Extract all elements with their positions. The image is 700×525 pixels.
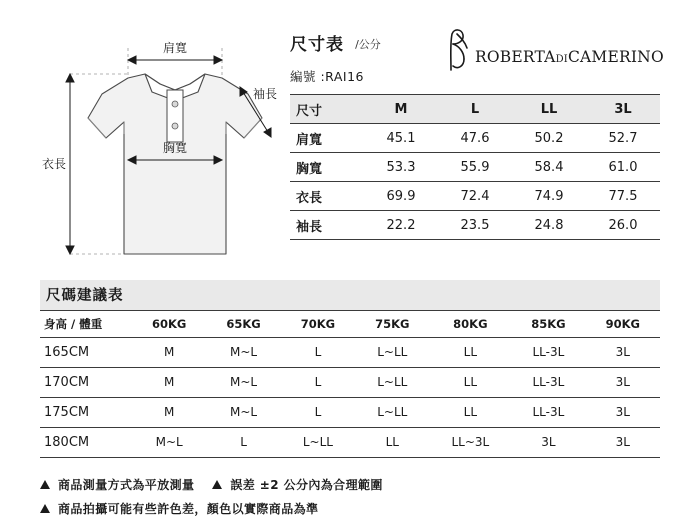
measure-row-label: 肩寬: [290, 124, 364, 153]
table-row: [290, 153, 660, 182]
rec-col-0: 身高 / 體重: [40, 311, 132, 337]
rec-col-1: 60KG: [132, 311, 206, 337]
rec-cell: LL~3L: [430, 427, 512, 457]
callout-chest: 胸寬: [162, 141, 188, 155]
measure-row-label: 袖長: [290, 211, 364, 240]
measure-col-1: M: [364, 95, 438, 124]
size-chart-title: 尺寸表: [290, 35, 344, 55]
rec-cell: L: [281, 367, 355, 397]
triangle-bullet-icon: [40, 504, 50, 513]
rec-cell: LL: [430, 367, 512, 397]
measure-cell: 61.0: [586, 153, 660, 182]
rec-cell: 3L: [586, 337, 660, 367]
rec-cell: LL-3L: [511, 397, 585, 427]
note-text: 商品測量方式為平放測量: [58, 477, 195, 492]
table-header-row: [40, 311, 660, 337]
garment-illustration: [40, 26, 290, 266]
rec-cell: L: [281, 397, 355, 427]
table-row: [290, 211, 660, 240]
recommendation-title: 尺碼建議表: [40, 280, 660, 311]
measure-col-2: L: [438, 95, 512, 124]
rec-cell: 3L: [586, 367, 660, 397]
table-row: [40, 427, 660, 457]
rec-cell: LL: [430, 337, 512, 367]
note-line: [40, 496, 660, 520]
measure-cell: 58.4: [512, 153, 586, 182]
measure-cell: 24.8: [512, 211, 586, 240]
callout-sleeve: 袖長: [253, 87, 278, 101]
measure-row-label: 胸寬: [290, 153, 364, 182]
triangle-bullet-icon: [212, 480, 222, 489]
table-row: [40, 337, 660, 367]
rec-cell: M~L: [206, 367, 280, 397]
measure-cell: 72.4: [438, 182, 512, 211]
measure-cell: 55.9: [438, 153, 512, 182]
callout-shoulder: 肩寬: [162, 41, 188, 55]
note-text: 誤差 ±2 公分內為合理範圍: [230, 477, 383, 492]
rec-cell: 3L: [511, 427, 585, 457]
rec-cell: L: [206, 427, 280, 457]
rec-cell: L~LL: [355, 337, 429, 367]
brand-name-small: DI: [555, 54, 568, 65]
rec-row-label: 180CM: [40, 427, 132, 457]
recommendation-table: [40, 311, 660, 458]
rec-cell: LL: [355, 427, 429, 457]
rec-cell: L~LL: [281, 427, 355, 457]
measure-col-0: 尺寸: [290, 95, 364, 124]
rec-col-7: 90KG: [586, 311, 660, 337]
rec-cell: LL: [430, 397, 512, 427]
table-row: [290, 182, 660, 211]
footer-notes: [40, 472, 660, 520]
rec-row-label: 165CM: [40, 337, 132, 367]
brand-name-main: ROBERTA: [475, 48, 556, 66]
rec-cell: M~L: [132, 427, 206, 457]
measure-cell: 22.2: [364, 211, 438, 240]
rec-cell: M: [132, 367, 206, 397]
measure-cell: 52.7: [586, 124, 660, 153]
measure-cell: 77.5: [586, 182, 660, 211]
measure-cell: 23.5: [438, 211, 512, 240]
rec-row-label: 175CM: [40, 397, 132, 427]
rec-cell: LL-3L: [511, 367, 585, 397]
product-code: 編號 :RAI16: [290, 69, 365, 84]
rec-col-4: 75KG: [355, 311, 429, 337]
measure-row-label: 衣長: [290, 182, 364, 211]
rec-cell: 3L: [586, 397, 660, 427]
rec-cell: M: [132, 337, 206, 367]
measure-cell: 50.2: [512, 124, 586, 153]
rec-cell: 3L: [586, 427, 660, 457]
rec-col-6: 85KG: [511, 311, 585, 337]
rec-cell: L~LL: [355, 367, 429, 397]
measure-cell: 74.9: [512, 182, 586, 211]
callout-length: 衣長: [42, 157, 67, 171]
measure-col-3: LL: [512, 95, 586, 124]
measure-cell: 47.6: [438, 124, 512, 153]
rec-cell: M: [132, 397, 206, 427]
table-row: [40, 397, 660, 427]
table-row: [290, 124, 660, 153]
measure-col-4: 3L: [586, 95, 660, 124]
brand-name-tail: CAMERINO: [567, 48, 664, 66]
measurement-table: [290, 94, 660, 240]
polo-shirt-diagram: [40, 26, 290, 266]
rec-col-5: 80KG: [430, 311, 512, 337]
size-recommendation-section: [40, 280, 660, 458]
measure-cell: 26.0: [586, 211, 660, 240]
measure-cell: 45.1: [364, 124, 438, 153]
table-header-row: [290, 95, 660, 124]
size-chart-heading: [290, 30, 660, 55]
triangle-bullet-icon: [40, 480, 50, 489]
rec-cell: M~L: [206, 397, 280, 427]
rec-col-2: 65KG: [206, 311, 280, 337]
note-text: 商品拍攝可能有些許色差，顏色以實際商品為準: [58, 501, 319, 516]
measure-cell: 53.3: [364, 153, 438, 182]
rec-cell: M~L: [206, 337, 280, 367]
size-chart-unit: /公分: [355, 38, 381, 51]
measure-cell: 69.9: [364, 182, 438, 211]
rec-cell: L: [281, 337, 355, 367]
rec-col-3: 70KG: [281, 311, 355, 337]
table-row: [40, 367, 660, 397]
rec-cell: L~LL: [355, 397, 429, 427]
rec-row-label: 170CM: [40, 367, 132, 397]
size-chart-section: [290, 30, 660, 240]
note-line: [40, 472, 660, 496]
rec-cell: LL-3L: [511, 337, 585, 367]
